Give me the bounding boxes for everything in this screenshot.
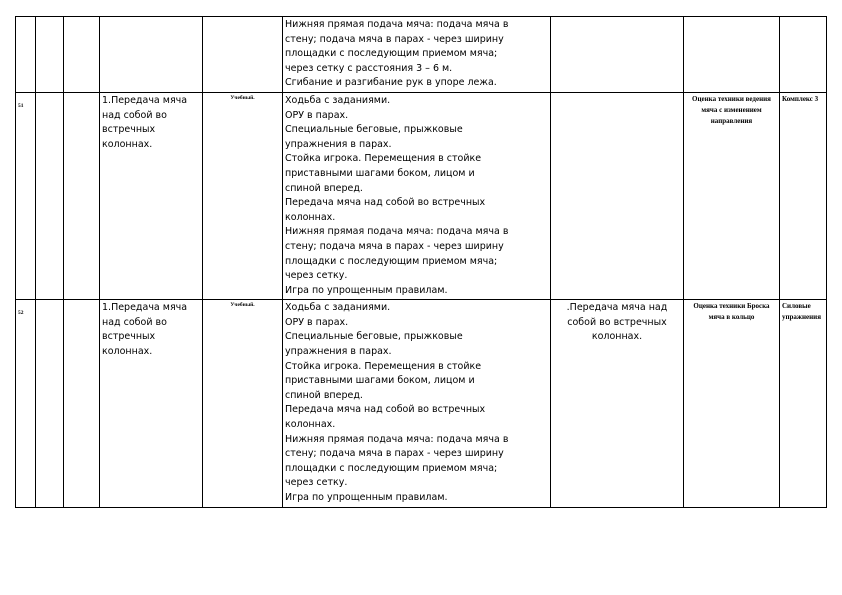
content-line: стену; подача мяча в парах - через ширину <box>285 33 504 45</box>
skill-cell: .Передача мяча над собой во встречных колоннах. <box>551 300 684 507</box>
lesson-content-cell <box>283 300 551 507</box>
lesson-number-cell: 51 <box>16 92 36 299</box>
table-row <box>16 92 827 299</box>
lesson-type-cell: Учебный. <box>203 92 283 299</box>
homework-cell <box>780 17 827 93</box>
content-line: спиной вперед. <box>285 389 363 401</box>
table-row <box>16 300 827 507</box>
lesson-topic-cell: 1.Передача мяча над собой во встречных колоннах. <box>100 300 203 507</box>
skill-cell <box>551 17 684 93</box>
content-line: Передача мяча над собой во встречных <box>285 197 486 209</box>
content-line: приставными шагами боком, лицом и <box>285 167 475 179</box>
content-line: Ходьба с заданиями. <box>285 94 391 106</box>
control-cell <box>684 17 780 93</box>
content-line: Игра по упрощенным правилам. <box>285 492 448 503</box>
content-line: Ходьба с заданиями. <box>285 302 391 314</box>
lesson-type-cell: Учебный. <box>203 300 283 507</box>
content-line: площадки с последующим приемом мяча; <box>285 462 498 474</box>
content-line: Специальные беговые, прыжковые <box>285 331 463 343</box>
content-line: площадки с последующим приемом мяча; <box>285 255 498 267</box>
content-line: Передача мяча над собой во встречных <box>285 404 486 416</box>
content-line: Стойка игрока. Перемещения в стойке <box>285 360 482 372</box>
table-row <box>16 17 827 93</box>
content-line: упражнения в парах. <box>285 138 392 150</box>
lesson-topic-cell <box>100 17 203 93</box>
homework-cell: Силовые упражнения <box>780 300 827 507</box>
content-line: приставными шагами боком, лицом и <box>285 375 475 387</box>
lesson-content-cell <box>283 92 551 299</box>
homework-cell: Комплекс 3 <box>780 92 827 299</box>
content-line: через сетку. <box>285 270 348 282</box>
empty-cell <box>64 300 100 507</box>
content-line: спиной вперед. <box>285 182 363 194</box>
content-line: ОРУ в парах. <box>285 109 349 121</box>
content-line: через сетку с расстояния 3 – 6 м. <box>285 62 453 74</box>
content-line: Специальные беговые, прыжковые <box>285 124 463 136</box>
empty-cell <box>64 17 100 93</box>
content-line: Нижняя прямая подача мяча: подача мяча в <box>285 433 509 445</box>
lesson-number-cell <box>16 17 36 93</box>
lesson-type-cell <box>203 17 283 93</box>
content-line: Стойка игрока. Перемещения в стойке <box>285 153 482 165</box>
lesson-number-cell: 52 <box>16 300 36 507</box>
content-line: стену; подача мяча в парах - через ширину <box>285 240 504 252</box>
empty-cell <box>36 17 64 93</box>
empty-cell <box>36 300 64 507</box>
content-line: колоннах. <box>285 211 336 223</box>
control-cell: Оценка техники Броска мяча в кольцо <box>684 300 780 507</box>
content-line: упражнения в парах. <box>285 346 392 358</box>
lesson-plan-table <box>15 16 827 508</box>
content-line: Сгибание и разгибание рук в упоре лежа. <box>285 77 497 89</box>
content-line: через сетку. <box>285 477 348 489</box>
empty-cell <box>36 92 64 299</box>
content-line: площадки с последующим приемом мяча; <box>285 48 498 60</box>
control-cell: Оценка техники ведения мяча с изменением направления <box>684 92 780 299</box>
empty-cell <box>64 92 100 299</box>
content-line: стену; подача мяча в парах - через ширину <box>285 448 504 460</box>
skill-cell <box>551 92 684 299</box>
content-line: ОРУ в парах. <box>285 316 349 328</box>
content-line: Нижняя прямая подача мяча: подача мяча в <box>285 19 509 30</box>
lesson-topic-cell: 1.Передача мяча над собой во встречных колоннах. <box>100 92 203 299</box>
content-line: колоннах. <box>285 419 336 431</box>
lesson-content-cell <box>283 17 551 93</box>
content-line: Нижняя прямая подача мяча: подача мяча в <box>285 226 509 238</box>
content-line: Игра по упрощенным правилам. <box>285 284 448 296</box>
